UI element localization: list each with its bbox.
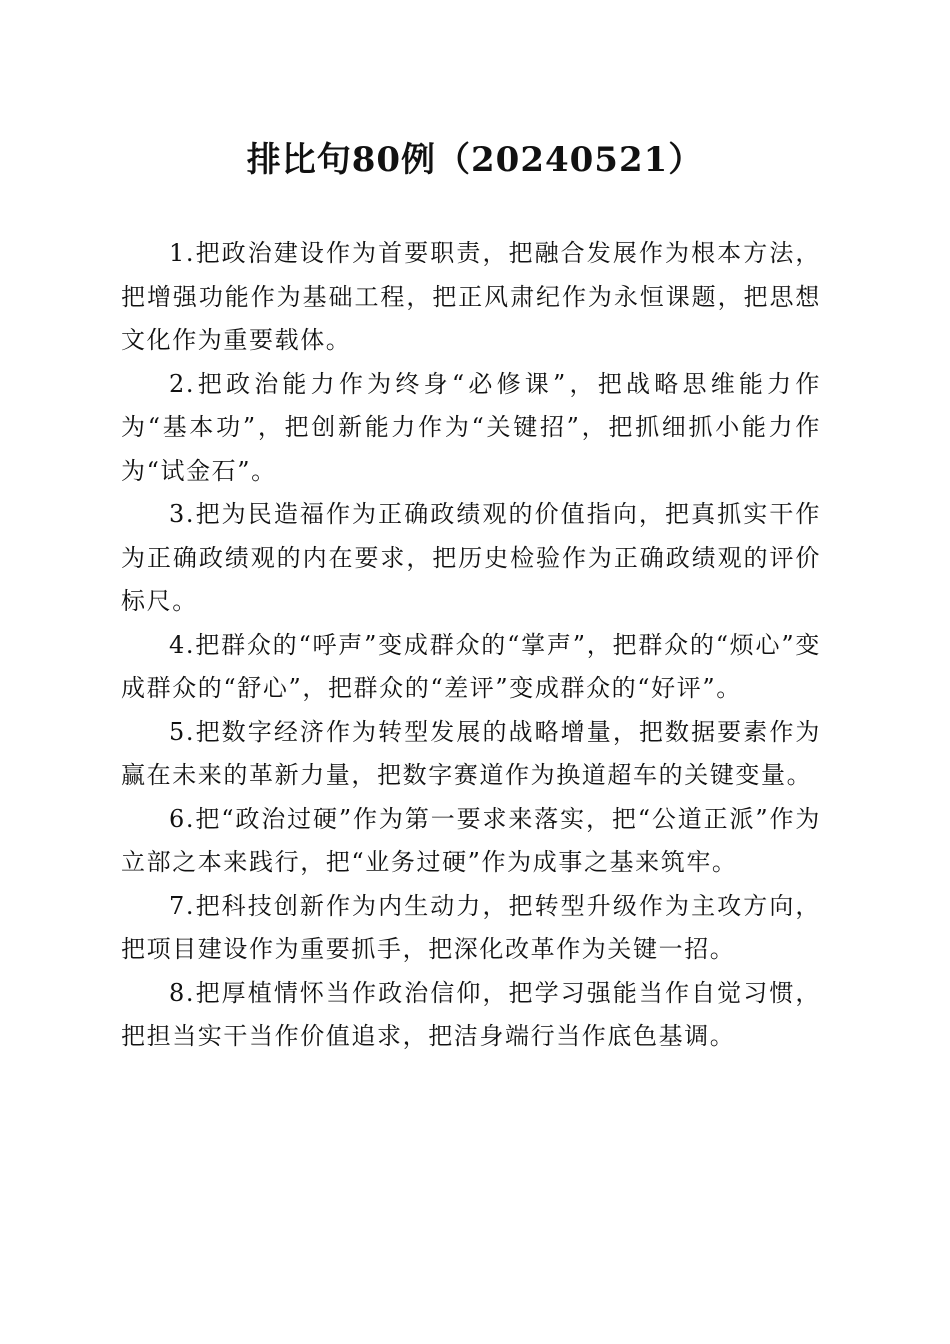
paragraph-7: 7.把科技创新作为内生动力，把转型升级作为主攻方向，把项目建设作为重要抓手，把深化改革作为关键一招。 [121, 891, 821, 963]
paragraph-5: 5.把数字经济作为转型发展的战略增量，把数据要素作为赢在未来的革新力量，把数字赛道作为换道超车的关键变量。 [121, 717, 821, 789]
document-title: 排比句80例（20240521） [246, 140, 704, 180]
document-body [121, 232, 821, 1059]
paragraph-1: 1.把政治建设作为首要职责，把融合发展作为根本方法，把增强功能作为基础工程，把正风肃纪作为永恒课题，把思想文化作为重要载体。 [121, 239, 821, 354]
paragraph-4: 4.把群众的“呼声”变成群众的“掌声”，把群众的“烦心”变成群众的“舒心”，把群众的“差评”变成群众的“好评”。 [121, 630, 821, 702]
paragraph-8: 8.把厚植情怀当作政治信仰，把学习强能当作自觉习惯，把担当实干当作价值追求，把洁身端行当作底色基调。 [121, 978, 821, 1050]
paragraph-6: 6.把“政治过硬”作为第一要求来落实，把“公道正派”作为立部之本来践行，把“业务过硬”作为成事之基来筑牢。 [121, 804, 821, 876]
paragraph-3: 3.把为民造福作为正确政绩观的价值指向，把真抓实干作为正确政绩观的内在要求，把历史检验作为正确政绩观的评价标尺。 [121, 500, 821, 615]
paragraph-2: 2.把政治能力作为终身“必修课”，把战略思维能力作为“基本功”，把创新能力作为“关键招”，把抓细抓小能力作为“试金石”。 [121, 369, 821, 485]
